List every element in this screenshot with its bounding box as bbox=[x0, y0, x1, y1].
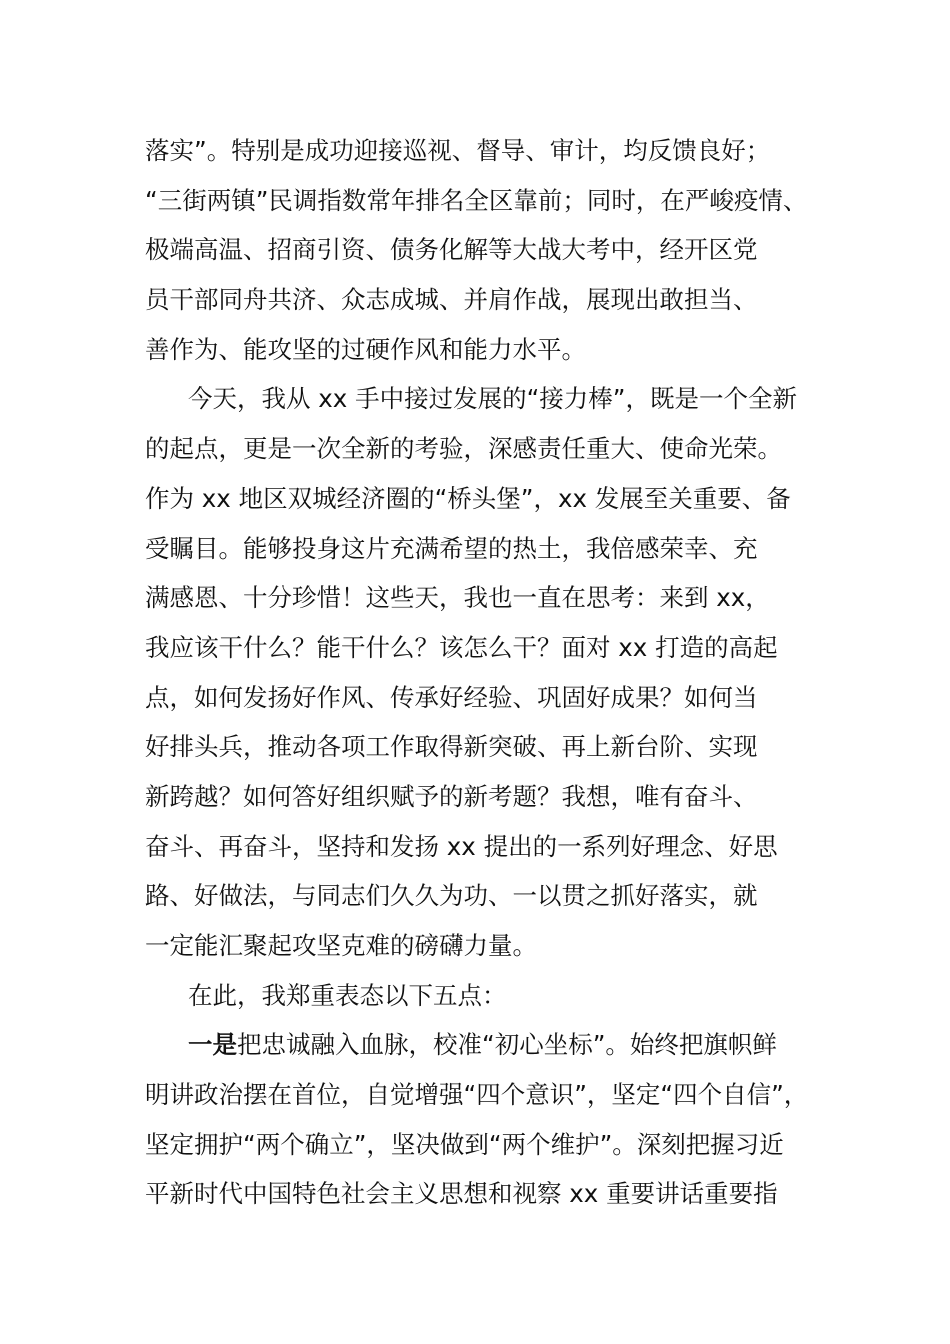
point-one-line bbox=[145, 1020, 825, 1070]
text-line: 明讲政治摆在首位，自觉增强“四个意识”，坚定“四个自信”， bbox=[145, 1080, 809, 1110]
point-one-text: 把忠诚融入血脉，校准“初心坐标”。始终把旗帜鲜 bbox=[237, 1030, 777, 1060]
text-line: “三街两镇”民调指数常年排名全区靠前；同时，在严峻疫情、 bbox=[145, 185, 808, 215]
text-line: 受瞩目。能够投身这片充满希望的热土，我倍感荣幸、充 bbox=[145, 533, 758, 563]
text-line: 满感恩、十分珍惜！这些天，我也一直在思考：来到 xx， bbox=[145, 583, 770, 613]
text-line: 在此，我郑重表态以下五点： bbox=[188, 980, 507, 1010]
text-line: 平新时代中国特色社会主义思想和视察 xx 重要讲话重要指 bbox=[145, 1179, 778, 1209]
text-line: 新跨越？如何答好组织赋予的新考题？我想，唯有奋斗、 bbox=[145, 781, 758, 811]
text-line: 我应该干什么？能干什么？该怎么干？面对 xx 打造的高起 bbox=[145, 632, 778, 662]
text-line: 一定能汇聚起攻坚克难的磅礴力量。 bbox=[145, 931, 537, 960]
text-line: 落实”。特别是成功迎接巡视、督导、审计，均反馈良好； bbox=[145, 136, 771, 165]
point-one-label: 一是 bbox=[188, 1030, 237, 1060]
text-line: 今天，我从 xx 手中接过发展的“接力棒”，既是一个全新 bbox=[188, 384, 797, 414]
text-line: 员干部同舟共济、众志成城、并肩作战，展现出敢担当、 bbox=[145, 285, 758, 315]
text-line: 极端高温、招商引资、债务化解等大战大考中，经开区党 bbox=[145, 235, 758, 265]
text-line: 奋斗、再奋斗，坚持和发扬 xx 提出的一系列好理念、好思 bbox=[145, 831, 778, 861]
text-line: 善作为、能攻坚的过硬作风和能力水平。 bbox=[145, 334, 586, 364]
text-line: 作为 xx 地区双城经济圈的“桥头堡”，xx 发展至关重要、备 bbox=[145, 483, 791, 513]
text-line: 点，如何发扬好作风、传承好经验、巩固好成果？如何当 bbox=[145, 682, 758, 712]
text-line: 坚定拥护“两个确立”，坚决做到“两个维护”。深刻把握习近 bbox=[145, 1129, 784, 1159]
text-line: 的起点，更是一次全新的考验，深感责任重大、使命光荣。 bbox=[145, 434, 782, 464]
text-line: 好排头兵，推动各项工作取得新突破、再上新台阶、实现 bbox=[145, 732, 758, 762]
document-body bbox=[145, 126, 825, 1219]
text-line: 路、好做法，与同志们久久为功、一以贯之抓好落实，就 bbox=[145, 881, 758, 911]
